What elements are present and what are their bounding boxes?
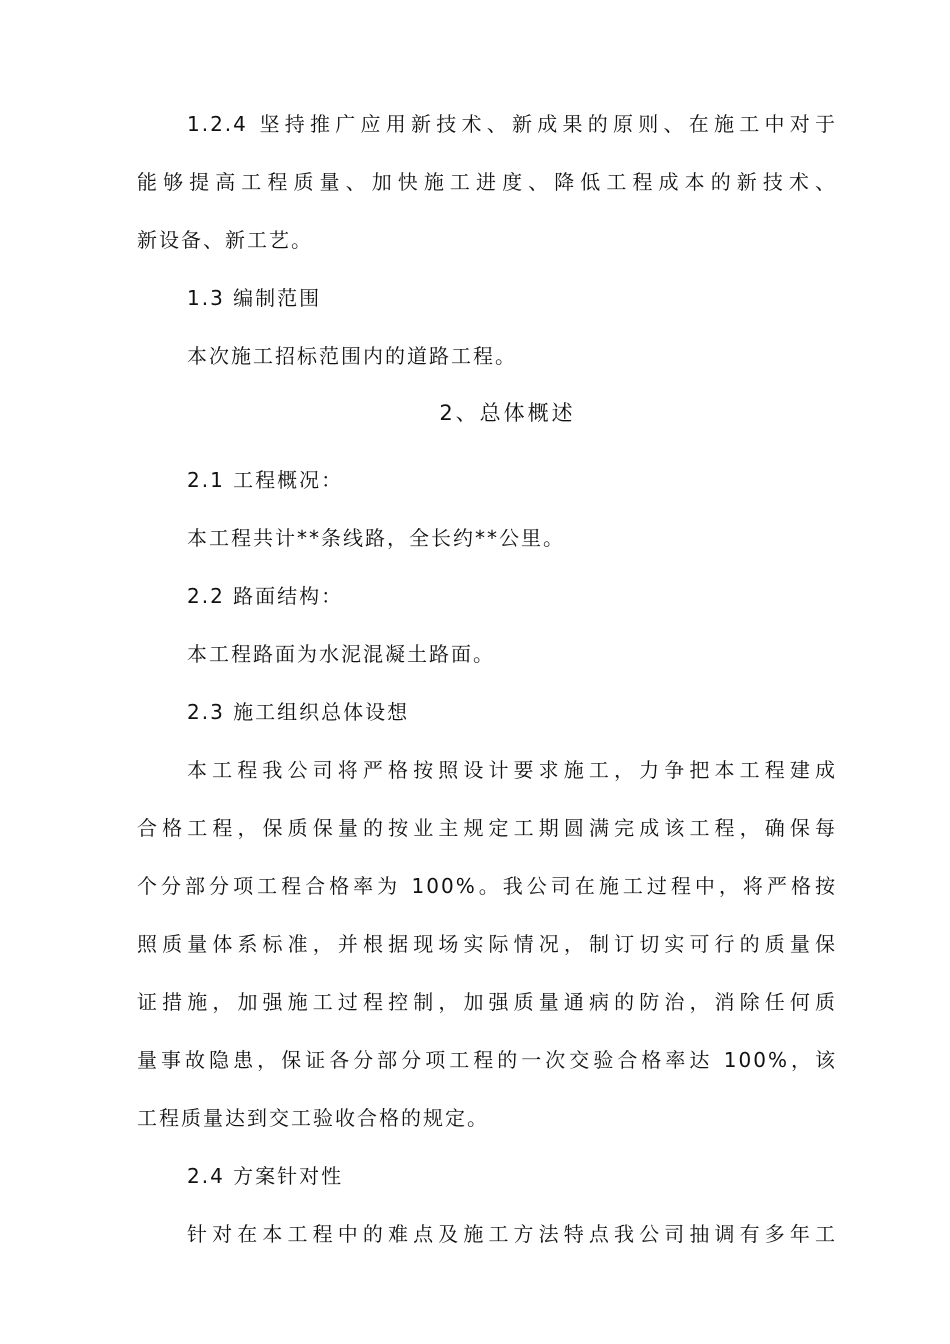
section-2-2-body: 本工程路面为水泥混凝土路面。 — [187, 642, 495, 666]
section-1-3-title: 1.3 编制范围 — [187, 286, 322, 310]
section-2-3-body-line-1: 本工程我公司将严格按照设计要求施工，力争把本工程建成 — [187, 758, 837, 782]
chapter-2-title: 2、总体概述 — [439, 401, 576, 425]
section-2-4-body-line-1: 针对在本工程中的难点及施工方法特点我公司抽调有多年工 — [187, 1222, 837, 1246]
paragraph-1-2-4-line-3: 新设备、新工艺。 — [137, 228, 313, 252]
section-2-1-title: 2.1 工程概况： — [187, 468, 344, 492]
section-2-3-body-line-3: 个分部分项工程合格率为 100%。我公司在施工过程中，将严格按 — [137, 874, 837, 898]
section-2-3-title: 2.3 施工组织总体设想 — [187, 700, 410, 724]
paragraph-1-2-4-line-2: 能够提高工程质量、加快施工进度、降低工程成本的新技术、 — [137, 170, 837, 194]
section-2-4-title: 2.4 方案针对性 — [187, 1164, 344, 1188]
paragraph-1-2-4-line-1: 1.2.4 坚持推广应用新技术、新成果的原则、在施工中对于 — [187, 112, 837, 136]
section-1-3-body: 本次施工招标范围内的道路工程。 — [187, 344, 517, 368]
section-2-1-body: 本工程共计**条线路，全长约**公里。 — [187, 526, 565, 550]
section-2-2-title: 2.2 路面结构： — [187, 584, 344, 608]
section-2-3-body-line-2: 合格工程，保质保量的按业主规定工期圆满完成该工程，确保每 — [137, 816, 837, 840]
section-2-3-body-line-4: 照质量体系标准，并根据现场实际情况，制订切实可行的质量保 — [137, 932, 837, 956]
section-2-3-body-line-5: 证措施，加强施工过程控制，加强质量通病的防治，消除任何质 — [137, 990, 837, 1014]
section-2-3-body-line-6: 量事故隐患，保证各分部分项工程的一次交验合格率达 100%，该 — [137, 1048, 837, 1072]
section-2-3-body-line-7: 工程质量达到交工验收合格的规定。 — [137, 1106, 489, 1130]
